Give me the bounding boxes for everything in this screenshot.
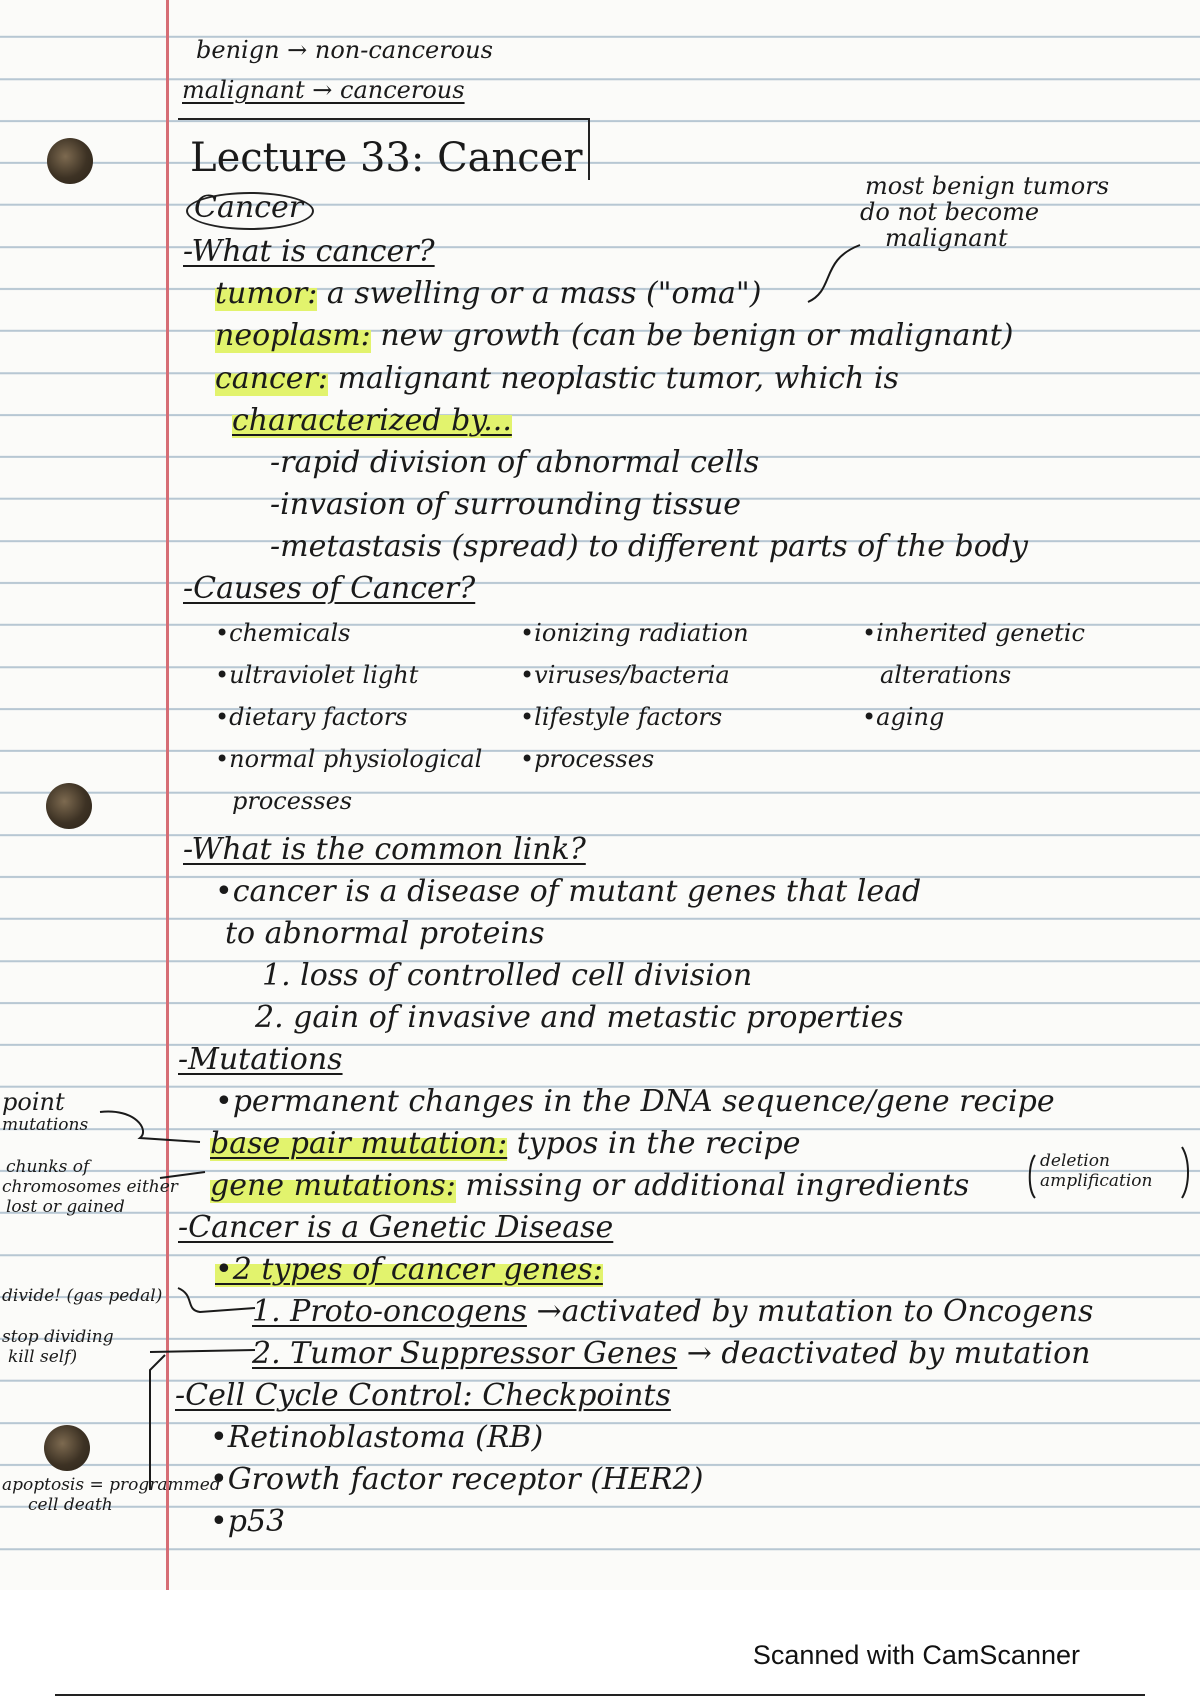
cause-item: •normal physiological [215,745,483,773]
margin-note-divide: divide! (gas pedal) [2,1286,163,1306]
heading-common-link: -What is the common link? [183,832,586,867]
characteristic-item: -metastasis (spread) to different parts of the body [270,529,1028,564]
heading-checkpoints: -Cell Cycle Control: Checkpoints [175,1378,671,1413]
cancer-def: malignant neoplastic tumor, which is [337,361,899,396]
margin-note-kill-self: kill self) [8,1347,78,1367]
common-link-item: 1. loss of controlled cell division [262,958,753,993]
right-bracket [1182,1147,1188,1198]
common-link-line1: •cancer is a disease of mutant genes that lead [215,874,922,909]
tumor-suppressor-def: → deactivated by mutation [686,1336,1091,1371]
heading-what-is-cancer: -What is cancer? [183,234,435,269]
margin-note-stop-dividing: stop dividing [2,1327,114,1347]
margin-note-chunks: chunks of [6,1157,90,1177]
tumor-term: tumor: [215,276,318,311]
gene-mutation-term: gene mutations: [210,1168,456,1203]
page-title: Lecture 33: Cancer [190,135,583,181]
margin-note-lost-gained: lost or gained [6,1197,125,1217]
margin-note-point: point [2,1088,65,1116]
apoptosis-arrow [150,1355,165,1490]
cause-item: •processes [520,745,655,773]
heading-mutations: -Mutations [178,1042,343,1077]
tumor-suppressor-term: 2. Tumor Suppressor Genes [252,1336,678,1371]
neoplasm-def: new growth (can be benign or malignant) [380,318,1014,353]
proto-oncogene-term: 1. Proto-oncogens [252,1294,527,1329]
cause-item: •lifestyle factors [520,703,723,731]
checkpoint-item: •p53 [210,1504,286,1539]
left-bracket [1030,1155,1035,1198]
cause-item: •chemicals [215,619,351,647]
common-link-item: 2. gain of invasive and metastic properties [255,1000,904,1035]
heading-genetic-disease: -Cancer is a Genetic Disease [178,1210,614,1245]
common-link-line2: to abnormal proteins [225,916,545,951]
checkpoint-item: •Retinoblastoma (RB) [210,1420,544,1455]
characterized-term: characterized by... [232,403,512,438]
bracket-note-deletion: deletion [1040,1151,1110,1171]
margin-note-apoptosis: apoptosis = programmed [2,1475,221,1495]
proto-oncogene-def: →activated by mutation to Oncogens [536,1294,1094,1329]
neoplasm-term: neoplasm: [215,318,371,353]
point-mutation-arrow [100,1112,200,1142]
margin-note-cell-death: cell death [28,1495,113,1515]
cause-item: •dietary factors [215,703,408,731]
side-note-arrow [808,245,860,302]
characteristic-item: -invasion of surrounding tissue [270,487,741,522]
characteristic-item: -rapid division of abnormal cells [270,445,760,480]
gene-mutation-def: missing or additional ingredients [465,1168,970,1203]
margin-note-chromosomes: chromosomes either [2,1177,178,1197]
note-malignant: malignant → cancerous [182,76,465,104]
tumor-def: a swelling or a mass ("oma") [326,276,762,311]
stop-dividing-arrow [150,1350,255,1352]
chunks-arrow [160,1172,205,1178]
base-pair-term: base pair mutation: [210,1126,508,1161]
side-note-line2: do not become [860,198,1040,226]
mutations-line1: •permanent changes in the DNA sequence/gene recipe [215,1084,1055,1119]
cause-item: •ultraviolet light [215,661,419,689]
checkpoint-item: •Growth factor receptor (HER2) [210,1462,704,1497]
side-note-line1: most benign tumors [865,172,1110,200]
side-note-line3: malignant [885,224,1008,252]
divide-arrow [178,1288,255,1312]
cause-item: •ionizing radiation [520,619,749,647]
cause-item-continued: processes [232,787,353,815]
cause-item-continued: alterations [880,661,1012,689]
margin-note-mutations: mutations [2,1115,89,1135]
footer-rule [55,1694,1145,1696]
heading-causes: -Causes of Cancer? [183,571,476,606]
cancer-term: cancer: [215,361,329,396]
base-pair-def: typos in the recipe [516,1126,801,1161]
scanner-watermark: Scanned with CamScanner [752,1640,1080,1670]
bracket-note-amplification: amplification [1040,1171,1153,1191]
cause-item: •aging [862,703,945,731]
cancer-gene-types: •2 types of cancer genes: [215,1252,603,1287]
cause-item: •viruses/bacteria [520,661,730,689]
section-label: Cancer [194,190,304,225]
note-benign: benign → non-cancerous [196,36,493,64]
cause-item: •inherited genetic [862,619,1085,647]
